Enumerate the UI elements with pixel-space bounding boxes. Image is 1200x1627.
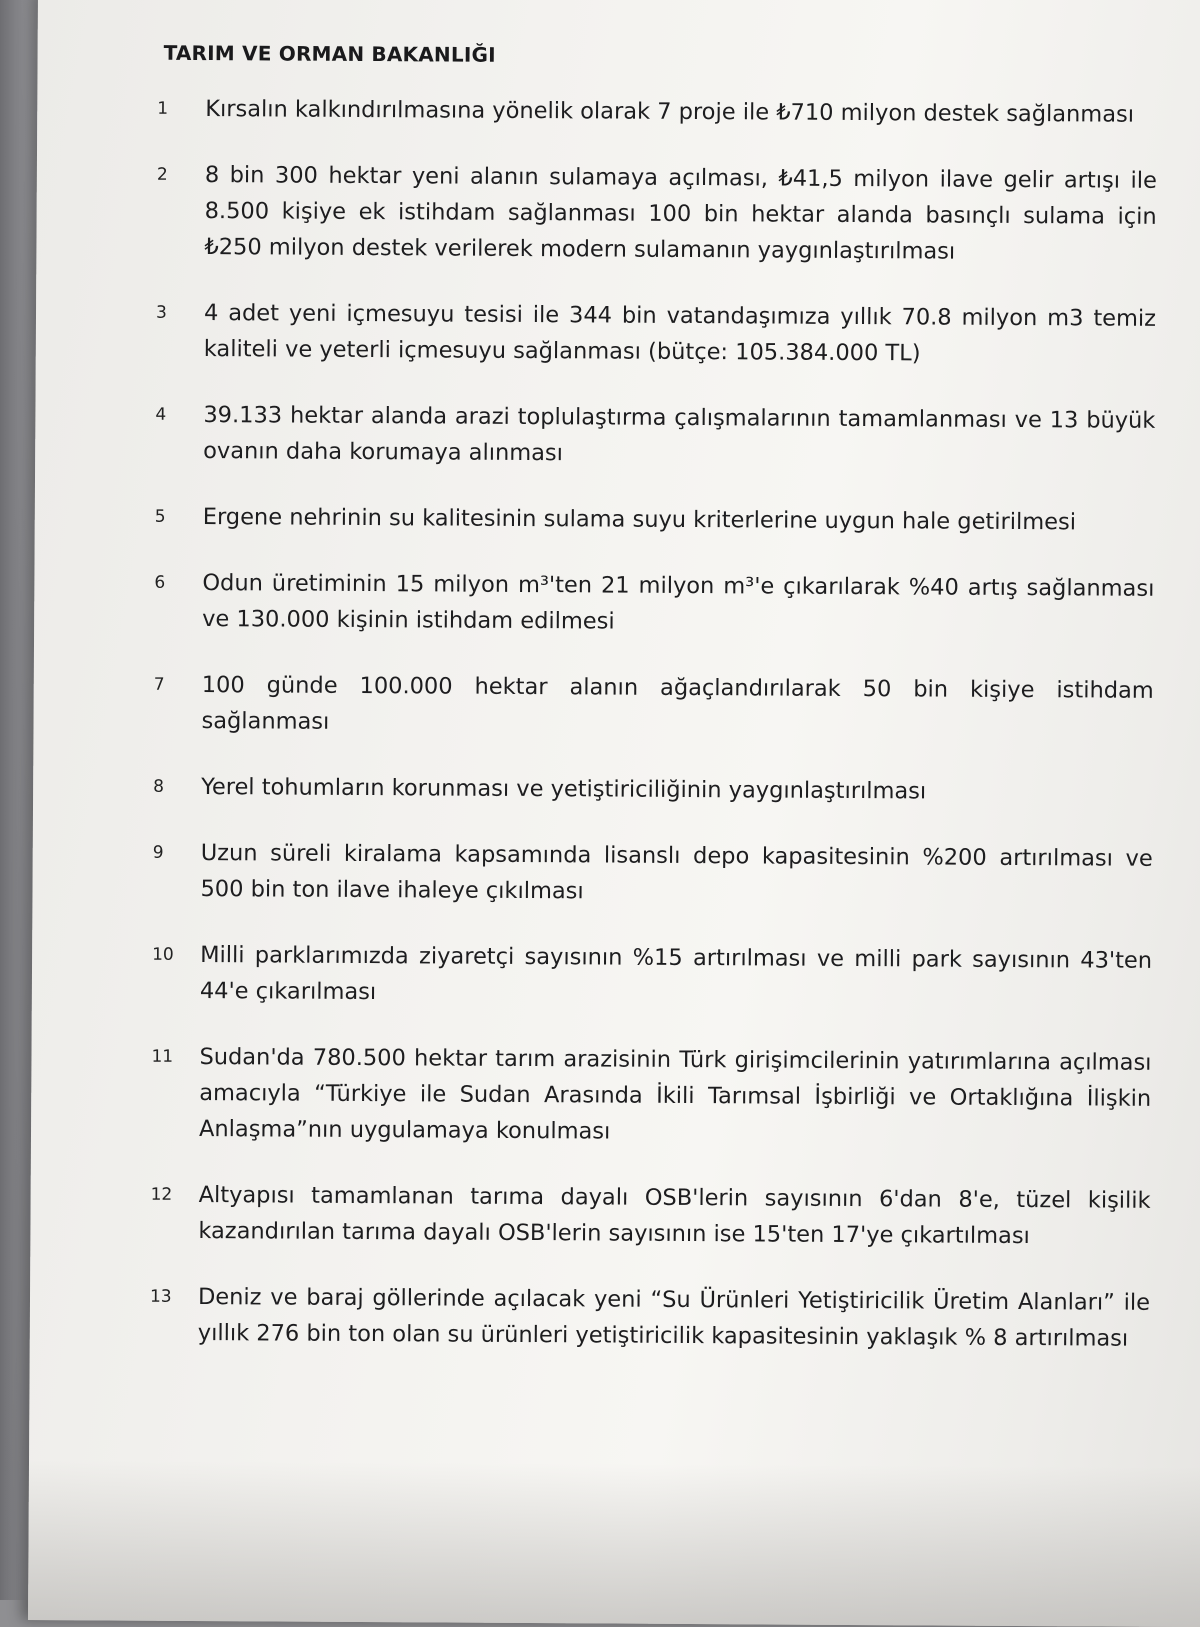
list-item-9 (152, 835, 1152, 913)
list-item-5 (155, 499, 1155, 541)
item-number: 12 (150, 1184, 173, 1205)
list-item-8 (153, 769, 1153, 811)
item-text: Deniz ve baraj göllerinde açılacak yeni “Su Ürünleri Yetiştiricilik Üretim Alanları” ile yıllık 276 bin ton olan su ürünleri yetiştiricilik kapasitesinin yaklaşık % 8 artırılması (197, 1284, 1151, 1352)
list-item-6 (154, 565, 1154, 643)
item-number: 4 (155, 404, 167, 425)
item-text: 100 günde 100.000 hektar alanın ağaçlandırılarak 50 bin kişiye istihdam sağlanması (201, 672, 1154, 735)
item-text: Kırsalın kalkındırılmasına yönelik olarak 7 proje ile ₺710 milyon destek sağlanması (205, 96, 1135, 128)
item-number: 8 (153, 776, 165, 797)
item-number: 1 (157, 98, 169, 119)
item-number: 13 (149, 1286, 172, 1307)
item-number: 3 (155, 302, 167, 323)
item-number: 11 (151, 1046, 174, 1067)
list-item-12 (150, 1177, 1150, 1255)
item-text: Sudan'da 780.500 hektar tarım arazisinin Türk girişimcilerinin yatırımlarına açılması amacıyla “Türkiye ile Sudan Arasında İkili Tarımsal İşbirliği ve Ortaklığına İlişkin Anlaşma”nın uygulamaya konulması (198, 1044, 1152, 1145)
document-page (28, 0, 1200, 1627)
item-text: Yerel tohumların korunması ve yetiştiriciliğinin yaygınlaştırılması (201, 774, 927, 805)
list-item-1 (157, 91, 1157, 133)
item-text: 39.133 hektar alanda arazi toplulaştırma çalışmalarının tamamlanması ve 13 büyük ovanın daha korumaya alınması (203, 402, 1156, 467)
item-number: 9 (152, 842, 164, 863)
list-item-2 (156, 157, 1157, 271)
page-shadow (28, 1460, 1200, 1627)
item-text: Altyapısı tamamlanan tarıma dayalı OSB'lerin sayısının 6'dan 8'e, tüzel kişilik kazandırılan tarıma dayalı OSB'lerin sayısının ise 15'ten 17'ye çıkartılması (198, 1182, 1151, 1250)
item-number: 2 (156, 164, 168, 185)
ministry-heading: TARIM VE ORMAN BAKANLIĞI (163, 40, 496, 67)
item-text: Ergene nehrinin su kalitesinin sulama suyu kriterlerine uygun hale getirilmesi (202, 504, 1077, 536)
item-text: 8 bin 300 hektar yeni alanın sulamaya açılması, ₺41,5 milyon ilave gelir artışı ile 8.500 kişiye ek istihdam sağlanması 100 bin hektar alanda basınçlı sulama için ₺250 milyon destek verilerek modern sulamanın yaygınlaştırılması (204, 162, 1157, 265)
item-text: Uzun süreli kiralama kapsamında lisanslı depo kapasitesinin %200 artırılması ve 500 bin ton ilave ihaleye çıkılması (200, 840, 1153, 905)
item-text: Milli parklarımızda ziyaretçi sayısının %15 artırılması ve milli park sayısının 43'ten 44'e çıkarılması (199, 942, 1153, 1006)
item-number: 7 (153, 674, 165, 695)
list-item-10 (152, 937, 1152, 1015)
document-body (150, 41, 1158, 1357)
list-item-3 (156, 295, 1156, 373)
item-text: 4 adet yeni içmesuyu tesisi ile 344 bin vatandaşımıza yıllık 70.8 milyon m3 temiz kaliteli ve yeterli içmesuyu sağlanması (bütçe: 105.384.000 TL) (203, 300, 1157, 367)
list-item-4 (155, 397, 1155, 475)
list-item-11 (151, 1039, 1152, 1153)
list-item-13 (150, 1279, 1150, 1357)
item-number: 10 (152, 944, 174, 965)
item-text: Odun üretiminin 15 milyon m³'ten 21 milyon m³'e çıkarılarak %40 artış sağlanması ve 130.000 kişinin istihdam edilmesi (202, 570, 1155, 635)
item-number: 5 (154, 506, 166, 527)
list-item-7 (153, 667, 1153, 745)
item-number: 6 (154, 572, 166, 593)
